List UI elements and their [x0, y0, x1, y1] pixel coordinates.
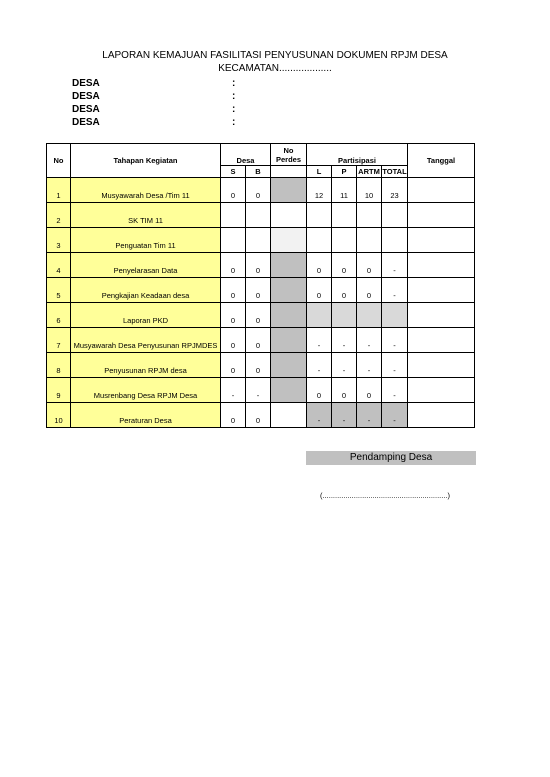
table-row	[47, 178, 475, 203]
table-row	[47, 403, 475, 428]
row-l: -	[307, 403, 332, 428]
row-p: 11	[332, 178, 357, 203]
row-b: 0	[246, 303, 271, 328]
row-artm: 0	[357, 253, 382, 278]
row-artm: 10	[357, 178, 382, 203]
row-b: -	[246, 378, 271, 403]
desa-label: DESA	[72, 78, 100, 89]
row-no: 5	[47, 278, 71, 303]
row-l	[307, 303, 332, 328]
row-s	[221, 203, 246, 228]
row-s: -	[221, 378, 246, 403]
table-row	[47, 353, 475, 378]
row-p: 0	[332, 278, 357, 303]
table-row	[47, 253, 475, 278]
row-kegiatan: SK TIM 11	[71, 203, 221, 228]
signature-line: (............................................................)	[320, 491, 451, 500]
desa-label: DESA	[72, 91, 100, 102]
row-total: -	[382, 403, 408, 428]
desa-label: DESA	[72, 104, 100, 115]
row-perdes	[271, 328, 307, 353]
row-tanggal	[408, 353, 475, 378]
row-b: 0	[246, 178, 271, 203]
row-artm: 0	[357, 278, 382, 303]
row-total: -	[382, 378, 408, 403]
row-kegiatan: Pengkajian Keadaan desa	[71, 278, 221, 303]
row-artm	[357, 303, 382, 328]
table-row	[47, 228, 475, 253]
header-no-perdes: No Perdes	[271, 144, 307, 166]
row-s	[221, 228, 246, 253]
row-p	[332, 228, 357, 253]
desa-label: DESA	[72, 117, 100, 128]
row-tanggal	[408, 328, 475, 353]
row-total	[382, 228, 408, 253]
table-row	[47, 278, 475, 303]
row-s: 0	[221, 178, 246, 203]
row-perdes	[271, 228, 307, 253]
row-p: -	[332, 353, 357, 378]
header-p: P	[332, 166, 357, 178]
table-row	[47, 203, 475, 228]
row-b: 0	[246, 353, 271, 378]
row-s: 0	[221, 353, 246, 378]
header-l: L	[307, 166, 332, 178]
row-tanggal	[408, 178, 475, 203]
header-total: TOTAL	[382, 167, 407, 176]
row-tanggal	[408, 278, 475, 303]
row-tanggal	[408, 253, 475, 278]
row-kegiatan: Penyelarasan Data	[71, 253, 221, 278]
row-artm	[357, 228, 382, 253]
row-total: -	[382, 278, 408, 303]
row-l	[307, 203, 332, 228]
row-no: 10	[47, 403, 71, 428]
row-artm: -	[357, 328, 382, 353]
header-artm: ARTM	[358, 167, 380, 176]
table-row	[47, 303, 475, 328]
row-s: 0	[221, 328, 246, 353]
row-b	[246, 228, 271, 253]
table-row	[47, 328, 475, 353]
row-p: -	[332, 328, 357, 353]
row-perdes	[271, 403, 307, 428]
row-perdes	[271, 178, 307, 203]
row-kegiatan: Musrenbang Desa RPJM Desa	[71, 378, 221, 403]
row-tanggal	[408, 303, 475, 328]
row-artm	[357, 203, 382, 228]
row-no: 4	[47, 253, 71, 278]
row-perdes	[271, 378, 307, 403]
row-s: 0	[221, 303, 246, 328]
row-l: 0	[307, 378, 332, 403]
row-p	[332, 203, 357, 228]
row-perdes	[271, 278, 307, 303]
row-total	[382, 203, 408, 228]
row-perdes	[271, 303, 307, 328]
desa-colon: :	[232, 91, 236, 102]
row-s: 0	[221, 278, 246, 303]
row-total	[382, 303, 408, 328]
row-tanggal	[408, 203, 475, 228]
row-no: 8	[47, 353, 71, 378]
header-desa: Desa	[221, 144, 271, 166]
row-no: 3	[47, 228, 71, 253]
row-perdes	[271, 203, 307, 228]
header-perdes-sub	[271, 166, 307, 178]
row-kegiatan: Musyawarah Desa Penyusunan RPJMDES	[71, 328, 221, 353]
row-tanggal	[408, 378, 475, 403]
header-no: No	[47, 144, 71, 178]
row-l: 0	[307, 278, 332, 303]
row-artm: -	[357, 353, 382, 378]
desa-colon: :	[232, 78, 236, 89]
row-l: -	[307, 328, 332, 353]
row-b: 0	[246, 328, 271, 353]
row-perdes	[271, 253, 307, 278]
row-l	[307, 228, 332, 253]
row-tanggal	[408, 228, 475, 253]
report-subtitle-kecamatan: KECAMATAN...................	[218, 63, 332, 74]
row-no: 2	[47, 203, 71, 228]
row-kegiatan: Laporan PKD	[71, 303, 221, 328]
row-l: 0	[307, 253, 332, 278]
row-b: 0	[246, 253, 271, 278]
desa-colon: :	[232, 104, 236, 115]
report-title: LAPORAN KEMAJUAN FASILITASI PENYUSUNAN DOKUMEN RPJM DESA	[102, 50, 448, 61]
row-no: 6	[47, 303, 71, 328]
row-no: 9	[47, 378, 71, 403]
row-total: -	[382, 328, 408, 353]
row-total: 23	[382, 178, 408, 203]
row-no: 1	[47, 178, 71, 203]
row-perdes	[271, 353, 307, 378]
row-total: -	[382, 353, 408, 378]
header-s: S	[221, 166, 246, 178]
row-artm: 0	[357, 378, 382, 403]
row-kegiatan: Peraturan Desa	[71, 403, 221, 428]
header-partisipasi: Partisipasi	[307, 144, 408, 166]
row-tanggal	[408, 403, 475, 428]
row-total: -	[382, 253, 408, 278]
row-artm: -	[357, 403, 382, 428]
row-l: -	[307, 353, 332, 378]
header-b: B	[246, 166, 271, 178]
header-tahapan-kegiatan: Tahapan Kegiatan	[71, 144, 221, 178]
row-p	[332, 303, 357, 328]
progress-table	[46, 143, 475, 428]
row-no: 7	[47, 328, 71, 353]
row-kegiatan: Penguatan Tim 11	[71, 228, 221, 253]
row-l: 12	[307, 178, 332, 203]
row-s: 0	[221, 253, 246, 278]
row-b: 0	[246, 278, 271, 303]
row-s: 0	[221, 403, 246, 428]
row-kegiatan: Musyawarah Desa /Tim 11	[71, 178, 221, 203]
table-row	[47, 378, 475, 403]
row-b: 0	[246, 403, 271, 428]
desa-colon: :	[232, 117, 236, 128]
row-kegiatan: Penyusunan RPJM desa	[71, 353, 221, 378]
pendamping-desa-label: Pendamping Desa	[306, 451, 476, 465]
header-tanggal: Tanggal	[408, 144, 475, 178]
row-b	[246, 203, 271, 228]
row-p: 0	[332, 378, 357, 403]
row-p: -	[332, 403, 357, 428]
row-p: 0	[332, 253, 357, 278]
